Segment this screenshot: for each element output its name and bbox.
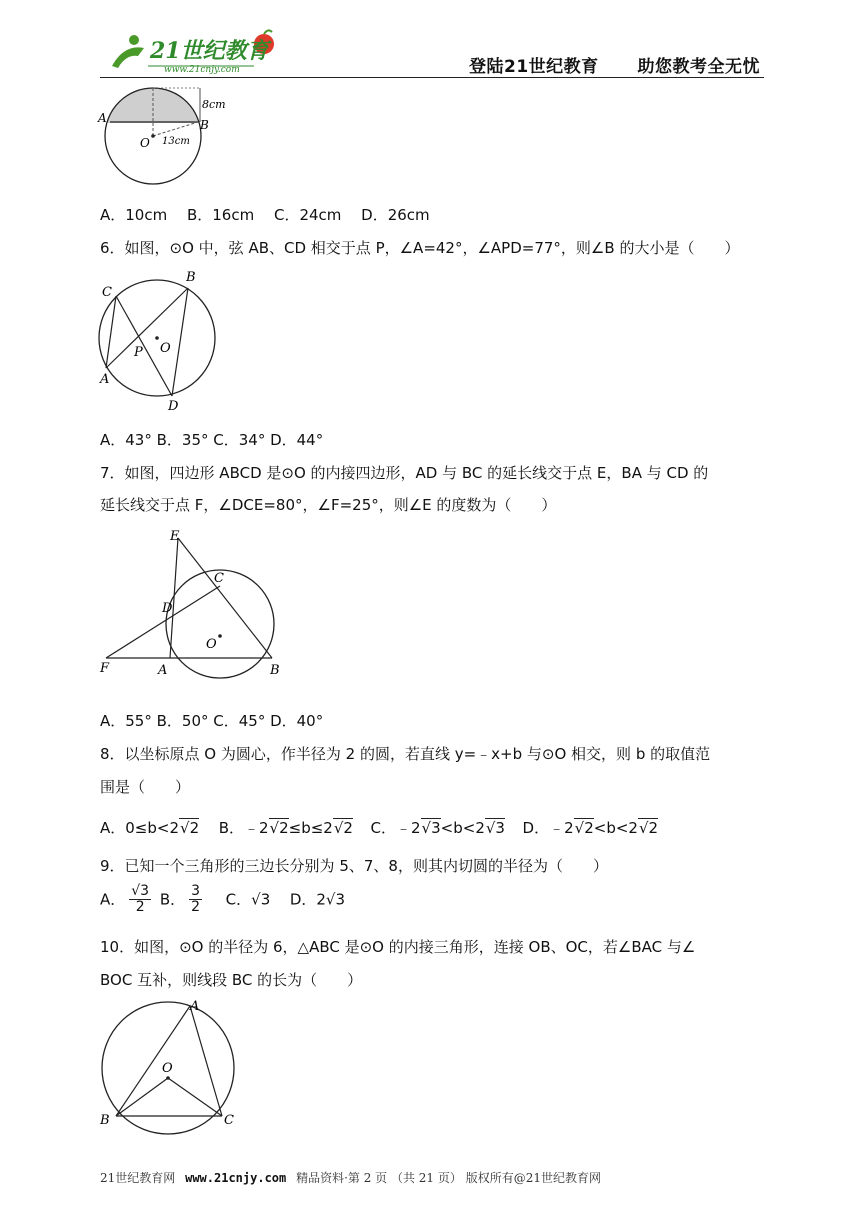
q9-option-c: C． <box>225 890 252 909</box>
q8-option-b: B．﹣2 <box>218 819 269 837</box>
page-footer <box>100 1169 601 1186</box>
sqrt-2: √2 <box>638 819 659 837</box>
q6-text: 6．如图，⊙O 中，弦 AB、CD 相交于点 P，∠A=42°，∠APD=77°，则∠B 的大小是（ ） <box>100 239 740 257</box>
q5-options: A．10cm B．16cm C．24cm D．26cm <box>100 206 430 224</box>
label-c: C <box>214 571 224 586</box>
q9-text: 9．已知一个三角形的三边长分别为 5、7、8，则其内切圆的半径为（ ） <box>100 857 608 875</box>
figure-q7 <box>96 524 296 700</box>
figure-q10 <box>96 996 246 1140</box>
logo-url: www.21cnjy.com <box>164 65 240 75</box>
footer-info: 精品资料·第 2 页 （共 21 页） 版权所有@21世纪教育网 <box>296 1171 601 1185</box>
slogan-left: 登陆21世纪教育 <box>468 57 599 77</box>
sqrt-2: √2 <box>574 819 594 837</box>
label-13cm: 13cm <box>162 136 190 147</box>
label-a: A <box>190 999 200 1014</box>
fraction-denominator: 2 <box>135 899 145 916</box>
q9-option-b: B． <box>159 890 186 909</box>
slogan-right: 助您教考全无忧 <box>637 57 760 77</box>
label-c: C <box>224 1113 234 1128</box>
footer-site: 21世纪教育网 <box>100 1171 176 1185</box>
q8-option-c-mid: <b<2 <box>440 819 485 837</box>
sqrt-2: √2 <box>333 819 353 837</box>
fraction-denominator: 2 <box>191 899 201 916</box>
q8-line1: 8．以坐标原点 O 为圆心，作半径为 2 的圆，若直线 y=﹣x+b 与⊙O 相交，则 b 的取值范 <box>100 745 711 763</box>
label-o: O <box>162 1061 173 1076</box>
label-b: B <box>270 663 280 678</box>
q9-option-a-fraction <box>129 884 151 916</box>
header-slogan <box>469 52 760 77</box>
sqrt-2: √2 <box>180 819 200 837</box>
sqrt-3: √3 <box>485 819 505 837</box>
q8-option-b-mid: ≤b≤2 <box>288 819 333 837</box>
header-divider <box>100 77 764 78</box>
label-o: O <box>140 136 150 150</box>
q10-line1: 10．如图，⊙O 的半径为 6，△ABC 是⊙O 的内接三角形，连接 OB、OC，若∠BAC 与∠ <box>100 938 696 956</box>
q8-line2: 围是（ ） <box>100 778 191 796</box>
q7-line1: 7．如图，四边形 ABCD 是⊙O 的内接四边形，AD 与 BC 的延长线交于点 E，BA 与 CD 的 <box>100 464 709 482</box>
label-a: A <box>100 372 110 387</box>
sqrt-2: √2 <box>269 819 289 837</box>
q8-options <box>100 817 658 838</box>
label-o: O <box>206 637 217 652</box>
label-p: P <box>134 345 143 360</box>
label-a: A <box>98 111 107 125</box>
q9-option-a: A． <box>100 890 126 909</box>
label-b: B <box>186 270 196 285</box>
q8-option-a: A．0≤b<2 <box>100 819 180 837</box>
q9-option-c-value: √3 <box>251 890 271 909</box>
fraction-numerator: 3 <box>191 883 201 899</box>
label-d: D <box>168 399 179 414</box>
label-e: E <box>170 529 180 544</box>
q8-option-d-mid: <b<2 <box>593 819 638 837</box>
site-logo <box>104 26 284 78</box>
q9-option-d: D． <box>289 890 317 909</box>
q6-options: A．43° B．35° C．34° D．44° <box>100 431 324 449</box>
q9-option-d-value: 2√3 <box>316 890 346 909</box>
label-o: O <box>160 341 171 356</box>
q10-line2: BOC 互补，则线段 BC 的长为（ ） <box>100 971 363 989</box>
q9-options <box>100 884 345 916</box>
label-b: B <box>100 1113 110 1128</box>
footer-url: www.21cnjy.com <box>185 1171 287 1185</box>
q7-options: A．55° B．50° C．45° D．40° <box>100 712 324 730</box>
label-f: F <box>100 661 110 676</box>
q9-option-b-fraction <box>189 884 202 916</box>
sqrt-3: √3 <box>421 819 441 837</box>
label-8cm: 8cm <box>202 98 226 111</box>
logo-graphic <box>104 26 284 78</box>
label-b: B <box>200 118 209 132</box>
figure-q5 <box>96 84 236 192</box>
q8-option-d: D．﹣2 <box>522 819 574 837</box>
figure-q6 <box>94 268 224 422</box>
q7-line2: 延长线交于点 F，∠DCE=80°，∠F=25°，则∠E 的度数为（ ） <box>100 496 557 514</box>
label-d: D <box>162 601 173 616</box>
logo-text: 21世纪教育 <box>150 38 269 64</box>
q8-option-c: C．﹣2 <box>370 819 421 837</box>
runner-icon <box>112 47 144 68</box>
label-a: A <box>158 663 168 678</box>
fraction-numerator: √3 <box>131 883 150 899</box>
label-c: C <box>102 285 112 300</box>
